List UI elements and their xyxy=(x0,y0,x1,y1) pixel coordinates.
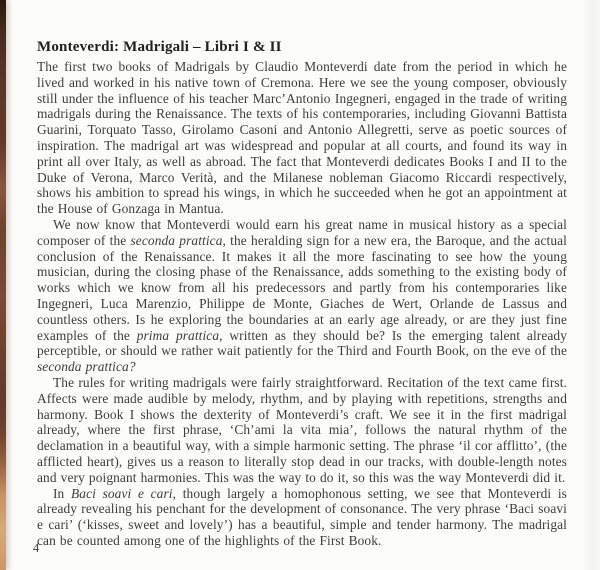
paragraph xyxy=(37,486,567,549)
page-title: Monteverdi: Madrigali – Libri I & II xyxy=(37,39,282,55)
text-run: Baci soavi e cari xyxy=(71,485,173,501)
page-number: 4 xyxy=(33,541,40,555)
text-run: In xyxy=(53,485,71,501)
text-run: seconda prattica? xyxy=(37,359,136,375)
paragraph xyxy=(37,217,567,375)
text-run: The rules for writing madrigals were fairly straightforward. Recitation of the text came first. Affects were made audible by melody, rhythm, and by playing with repetitions, strengths and harmony. Book I shows the dexterity of Monteverdi’s craft. We see it in the first madrigal already, where the first phrase, ‘Ch’ami la vita mia’, follows the natural rhythm of the declamation in a beautiful way, with a simple harmonic setting. The phrase ‘il cor afflitto’, (the afflicted heart), gives us a reason to literally stop dead in our tracks, with double-length notes and very poignant harmonies. This was the way to do it, so this was the way Monteverdi did it. xyxy=(37,374,567,485)
text-run: prima prattica xyxy=(136,327,220,343)
paragraph xyxy=(37,375,567,486)
text-run: The first two books of Madrigals by Claudio Monteverdi date from the period in which he lived and worked in his native town of Cremona. Here we see the young composer, obviously still under the influence of his teacher Marc’Antonio Ingegneri, engaged in the trade of writing madrigals during the Renaissance. The texts of his contemporaries, including Giovanni Battista Guarini, Torquato Tasso, Girolamo Casoni and Antonio Allegretti, serve as poetic sources of inspiration. The madrigal art was widespread and popular at all courts, and found its way in print all over Italy, as well as abroad. The fact that Monteverdi dedicates Books I and II to the Duke of Verona, Marco Verità, and the Milanese nobleman Giacomo Riccardi respectively, shows his ambition to spread his wings, in which he succeeded when he got an appointment at the House of Gonzaga in Mantua. xyxy=(37,59,567,217)
text-run: We now know that Monteverdi would earn his great name in musical history as a special composer of the xyxy=(37,216,567,248)
paragraph xyxy=(37,59,567,217)
body-paragraphs xyxy=(37,59,567,549)
text-run: , the heralding sign for a new era, the Baroque, and the actual conclusion of the Renaissance. It makes it all the more fascinating to see how the young musician, during the closing phase of the Renaissance, adds something to the existing body of works which we know from all his predecessors and partly from his contemporaries like Ingegneri, Luca Marenzio, Philippe de Monte, Giaches de Wert, Orlande de Lassus and countless others. Is he exploring the boundaries at an early age already, or are they just fine examples of the xyxy=(37,232,567,343)
text-run: , written as they should be? Is the emerging talent already perceptible, or should we rather wait patiently for the Third and Fourth Book, on the eve of the xyxy=(37,327,567,359)
text-run: seconda prattica xyxy=(130,232,223,248)
text-run: , though largely a homophonous setting, we see that Monteverdi is already revealing his penchant for the development of consonance. The very phrase ‘Baci soavi e cari’ (‘kisses, sweet and lovely’) has a beautiful, simple and tender harmony. The madrigal can be counted among one of the highlights of the First Book. xyxy=(37,485,567,548)
